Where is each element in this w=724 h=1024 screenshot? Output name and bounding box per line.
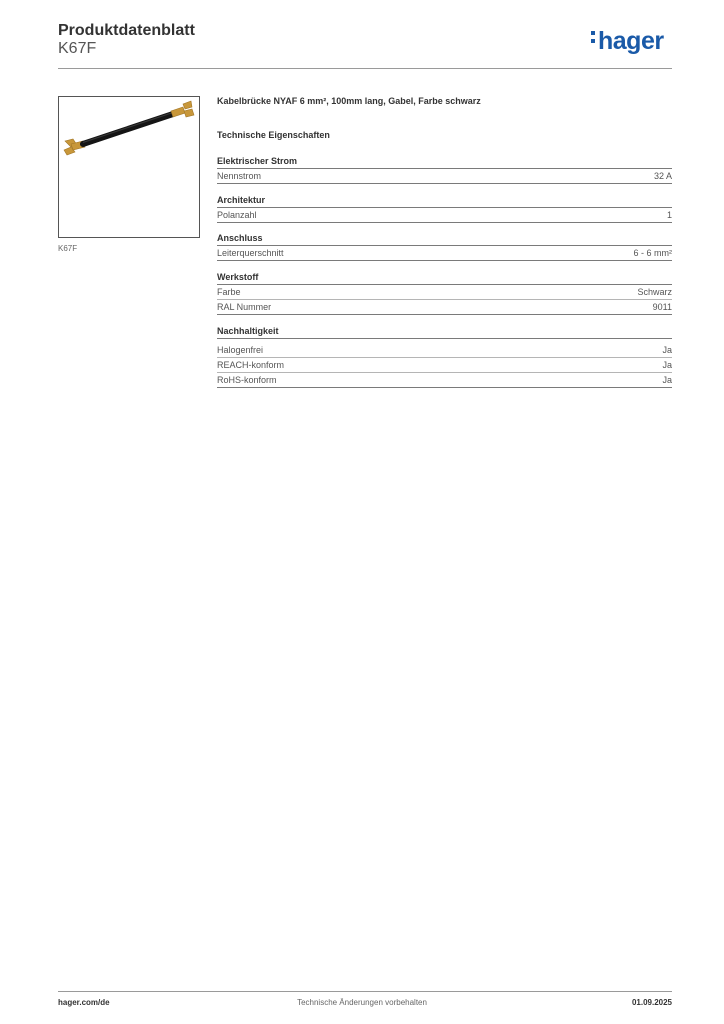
product-image (58, 96, 200, 238)
group-title: Anschluss (217, 233, 672, 246)
group-anschluss (217, 233, 672, 261)
product-code: K67F (58, 40, 97, 57)
group-title: Elektrischer Strom (217, 156, 672, 169)
hager-logo (591, 27, 664, 56)
cable-bridge-icon (59, 97, 201, 239)
footer-notice: Technische Änderungen vorbehalten (297, 998, 427, 1007)
group-werkstoff (217, 272, 672, 315)
logo-colon-icon (591, 27, 596, 47)
table-row (217, 343, 672, 358)
row-label: Farbe (217, 287, 241, 297)
row-label: RAL Nummer (217, 302, 272, 312)
footer-website-link[interactable]: hager.com/de (58, 998, 110, 1007)
row-label: RoHS-konform (217, 375, 277, 385)
group-nachhaltigkeit (217, 326, 672, 388)
row-label: Nennstrom (217, 171, 262, 181)
table-row (217, 300, 672, 315)
group-architektur (217, 195, 672, 223)
table-row (217, 285, 672, 300)
product-description: Kabelbrücke NYAF 6 mm², 100mm lang, Gabel, Farbe schwarz (217, 96, 481, 106)
group-elektrischer-strom (217, 156, 672, 184)
row-value: 9011 (652, 302, 672, 312)
group-title: Architektur (217, 195, 672, 208)
table-row (217, 246, 672, 261)
row-value: Schwarz (637, 287, 672, 297)
group-title: Nachhaltigkeit (217, 326, 672, 339)
row-value: Ja (662, 360, 672, 370)
footer-divider (58, 991, 672, 992)
table-row (217, 208, 672, 223)
footer-date: 01.09.2025 (631, 998, 672, 1007)
table-row (217, 358, 672, 373)
row-label: Polanzahl (217, 210, 257, 220)
row-value: 6 - 6 mm² (633, 248, 672, 258)
row-label: Halogenfrei (217, 345, 264, 355)
document-title: Produktdatenblatt (58, 22, 195, 39)
row-value: 1 (666, 210, 672, 220)
table-row (217, 169, 672, 184)
row-label: Leiterquerschnitt (217, 248, 284, 258)
row-value: Ja (662, 375, 672, 385)
product-details (217, 96, 672, 385)
table-row (217, 373, 672, 388)
row-label: REACH-konform (217, 360, 285, 370)
group-title: Werkstoff (217, 272, 672, 285)
section-heading: Technische Eigenschaften (217, 130, 330, 140)
row-value: 32 A (653, 171, 672, 181)
row-value: Ja (662, 345, 672, 355)
logo-text: hager (598, 27, 664, 55)
image-caption: K67F (58, 244, 78, 253)
header-divider (58, 68, 672, 69)
